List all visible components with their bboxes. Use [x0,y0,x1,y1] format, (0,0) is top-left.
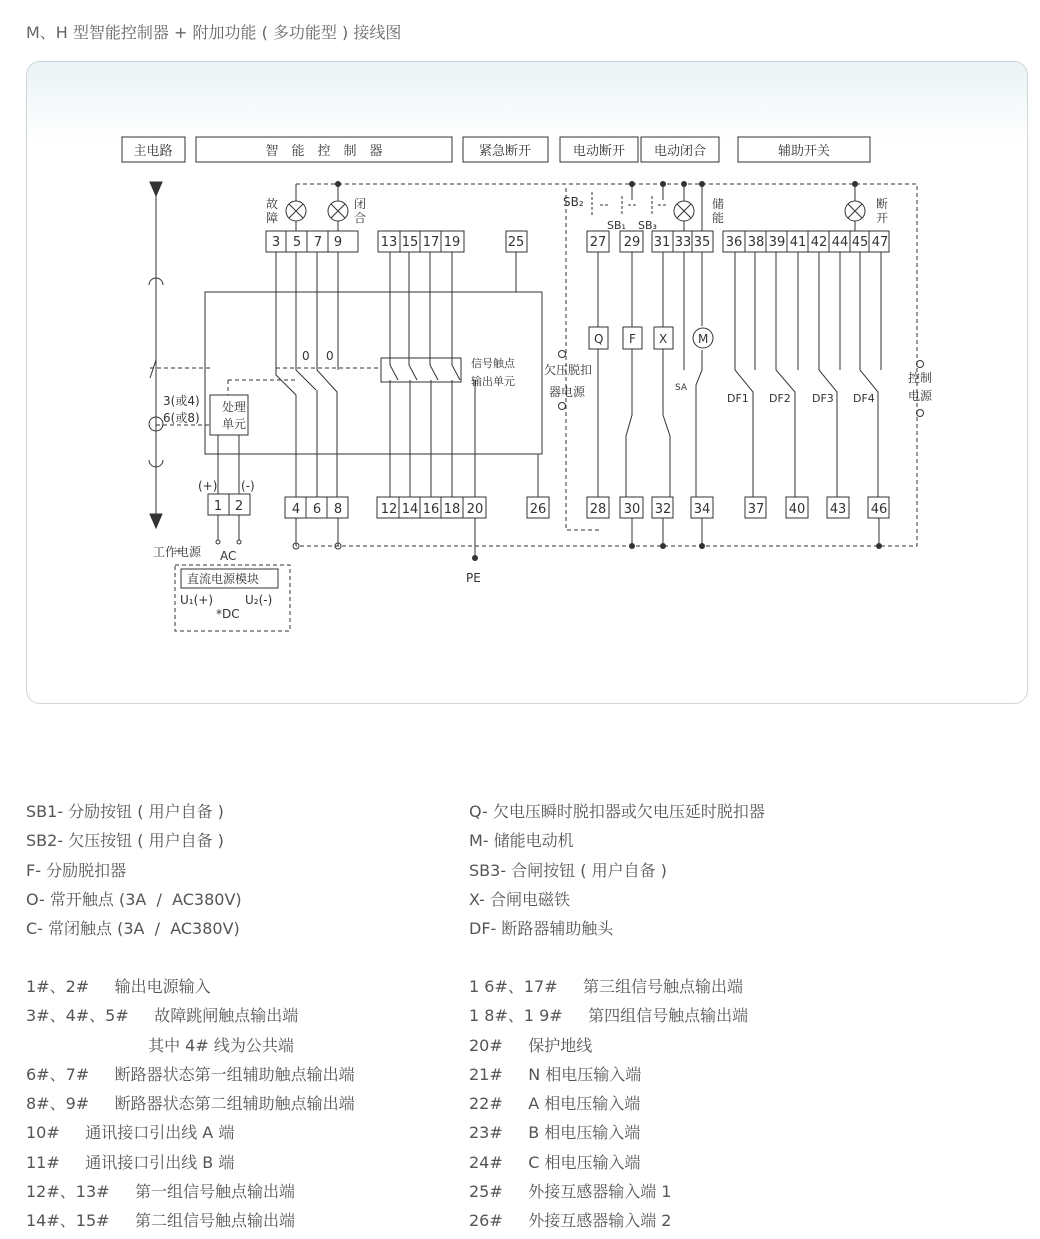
label-dc-module: 直流电源模块 [187,572,260,586]
header-controller: 智 能 控 制 器 [265,144,383,159]
terminal-7: 7 [313,235,323,250]
label-q: Q [594,332,604,346]
label-6-or-8: 6(或8) [163,411,200,425]
terminal-36: 36 [725,235,743,250]
legend-line: 12#、13# 第一组信号触点输出端 [26,1182,295,1202]
terminal-33: 33 [674,235,692,250]
legend-line: 21# N 相电压输入端 [469,1064,642,1084]
terminal-4: 4 [291,502,301,517]
terminal-2: 2 [234,499,244,514]
terminal-15: 15 [401,235,419,250]
terminal-8: 8 [333,502,343,517]
legend-line: 8#、9# 断路器状态第二组辅助触点输出端 [26,1094,355,1114]
terminal-3: 3 [271,235,281,250]
legend-right [469,797,765,943]
label-plus: (+) [198,479,218,493]
legend-left [26,797,242,943]
processing-unit-label-2: 单元 [222,417,247,431]
terminal-12: 12 [380,502,398,517]
legend-line: X- 合闸电磁铁 [469,889,571,909]
label-work-power: 工作电源 [153,545,202,559]
label-df1: DF1 [727,392,749,405]
terminal-45: 45 [851,235,869,250]
terminal-46: 46 [870,502,888,517]
lamp-label-close-2: 合 [354,211,367,225]
legend-line: 11# 通讯接口引出线 B 端 [26,1152,235,1172]
lamp-label-storage-2: 能 [712,211,725,225]
label-pe: PE [466,571,481,585]
bottom-terminal-numbers [292,502,887,517]
lamp-label-fault-2: 障 [266,211,279,225]
legend-line: SB2- 欠压按钮 ( 用户自备 ) [26,831,224,851]
header-motor-close: 电动闭合 [653,144,707,159]
terminal-18: 18 [443,502,461,517]
label-sb2: SB₂ [563,195,584,209]
terminal-28: 28 [589,502,607,517]
terminal-19: 19 [443,235,461,250]
terminal-34: 34 [693,502,711,517]
label-x: X [659,332,668,346]
lamp-label-close-1: 闭 [354,197,367,211]
top-terminal-numbers [272,235,888,250]
lamp-label-open-2: 开 [876,211,889,225]
undervoltage-label-1: 欠压脱扣 [544,363,593,377]
terminal-42: 42 [810,235,828,250]
lamp-label-open-1: 断 [876,197,889,211]
terminal-5: 5 [292,235,302,250]
legend-line: 1 8#、1 9# 第四组信号触点输出端 [469,1006,749,1026]
terminal-38: 38 [747,235,765,250]
terminal-13: 13 [380,235,398,250]
legend-line: 10# 通讯接口引出线 A 端 [26,1123,235,1143]
terminal-legend-right [469,972,748,1236]
terminal-26: 26 [529,502,547,517]
legend-line: 23# B 相电压输入端 [469,1123,641,1143]
header-aux-switch: 辅助开关 [777,144,831,159]
legend-line: 3#、4#、5# 故障跳闸触点输出端 [26,1006,299,1026]
header-emergency-break: 紧急断开 [478,144,532,159]
terminal-47: 47 [871,235,889,250]
legend-line: F- 分励脱扣器 [26,860,127,880]
legend-line: 6#、7# 断路器状态第一组辅助触点输出端 [26,1064,355,1084]
undervoltage-label-2: 器电源 [549,385,586,399]
legend-line: DF- 断路器辅助触头 [469,919,614,939]
label-u1: U₁(+) [180,593,214,607]
signal-unit-label-2: 输出单元 [471,375,515,388]
label-sb3: SB₃ [638,219,657,232]
close-lamp [328,201,348,221]
terminal-32: 32 [654,502,672,517]
lamp-label-storage-1: 储 [712,197,725,211]
terminal-29: 29 [623,235,641,250]
legend-line: 20# 保护地线 [469,1035,593,1055]
terminal-25: 25 [507,235,525,250]
main-arrow-bottom [150,514,162,528]
legend-line: 25# 外接互感器输入端 1 [469,1182,672,1202]
label-sb1: SB₁ [607,219,626,232]
label-df4: DF4 [853,392,875,405]
header-motor-open: 电动断开 [572,144,626,159]
legend-line: M- 储能电动机 [469,831,574,851]
legend-line: SB3- 合闸按钮 ( 用户自备 ) [469,860,667,880]
processing-unit-label-1: 处理 [222,400,247,414]
lamp-label-fault-1: 故 [266,197,279,211]
terminal-27: 27 [589,235,607,250]
legend-line: 22# A 相电压输入端 [469,1094,641,1114]
terminal-41: 41 [789,235,807,250]
terminal-9: 9 [333,235,343,250]
label-u2: U₂(-) [245,593,273,607]
terminal-16: 16 [422,502,440,517]
terminal-40: 40 [788,502,806,517]
terminal-30: 30 [623,502,641,517]
controller-box [205,292,542,454]
label-minus: (-) [241,479,255,493]
main-arrow-top [150,182,162,196]
legend-line: 1 6#、17# 第三组信号触点输出端 [469,977,744,996]
legend-line: Q- 欠电压瞬时脱扣器或欠电压延时脱扣器 [469,802,765,821]
label-3-or-4: 3(或4) [163,394,200,408]
legend-line: 26# 外接互感器输入端 2 [469,1211,672,1231]
legend-line: C- 常闭触点 (3A / AC380V) [26,919,240,939]
legend-line: 14#、15# 第二组信号触点输出端 [26,1211,295,1231]
page-title: M、H 型智能控制器 + 附加功能 ( 多功能型 ) 接线图 [26,23,402,42]
terminal-14: 14 [401,502,419,517]
terminal-39: 39 [768,235,786,250]
control-power-label-1: 控制 [908,371,933,385]
legend-line: O- 常开触点 (3A / AC380V) [26,889,242,909]
terminal-1: 1 [213,499,223,514]
legend-line: 1#、2# 输出电源输入 [26,977,211,996]
terminal-37: 37 [747,502,765,517]
signal-unit-label-1: 信号触点 [471,357,515,370]
terminal-44: 44 [831,235,849,250]
fault-lamp [286,201,306,221]
terminal-35: 35 [693,235,711,250]
terminal-20: 20 [466,502,484,517]
label-m: M [698,332,709,346]
terminal-31: 31 [653,235,671,250]
legend-line: SB1- 分励按钮 ( 用户自备 ) [26,802,224,821]
label-f: F [629,332,636,346]
label-dc: *DC [216,607,240,621]
label-df3: DF3 [812,392,834,405]
storage-lamp [674,201,694,221]
legend-line: 24# C 相电压输入端 [469,1152,641,1172]
label-zero-b: 0 [326,349,334,363]
label-df2: DF2 [769,392,791,405]
main-switch [150,360,156,378]
control-power-label-2: 电源 [908,389,933,403]
open-lamp [845,201,865,221]
legend-line: 其中 4# 线为公共端 [26,1035,294,1055]
label-zero-a: 0 [302,349,310,363]
terminal-43: 43 [829,502,847,517]
label-sa: SA [675,383,688,393]
terminal-6: 6 [312,502,322,517]
terminal-17: 17 [422,235,440,250]
header-main-circuit: 主电路 [133,144,173,159]
terminal-legend-left [26,972,355,1236]
label-ac: AC [220,549,237,563]
